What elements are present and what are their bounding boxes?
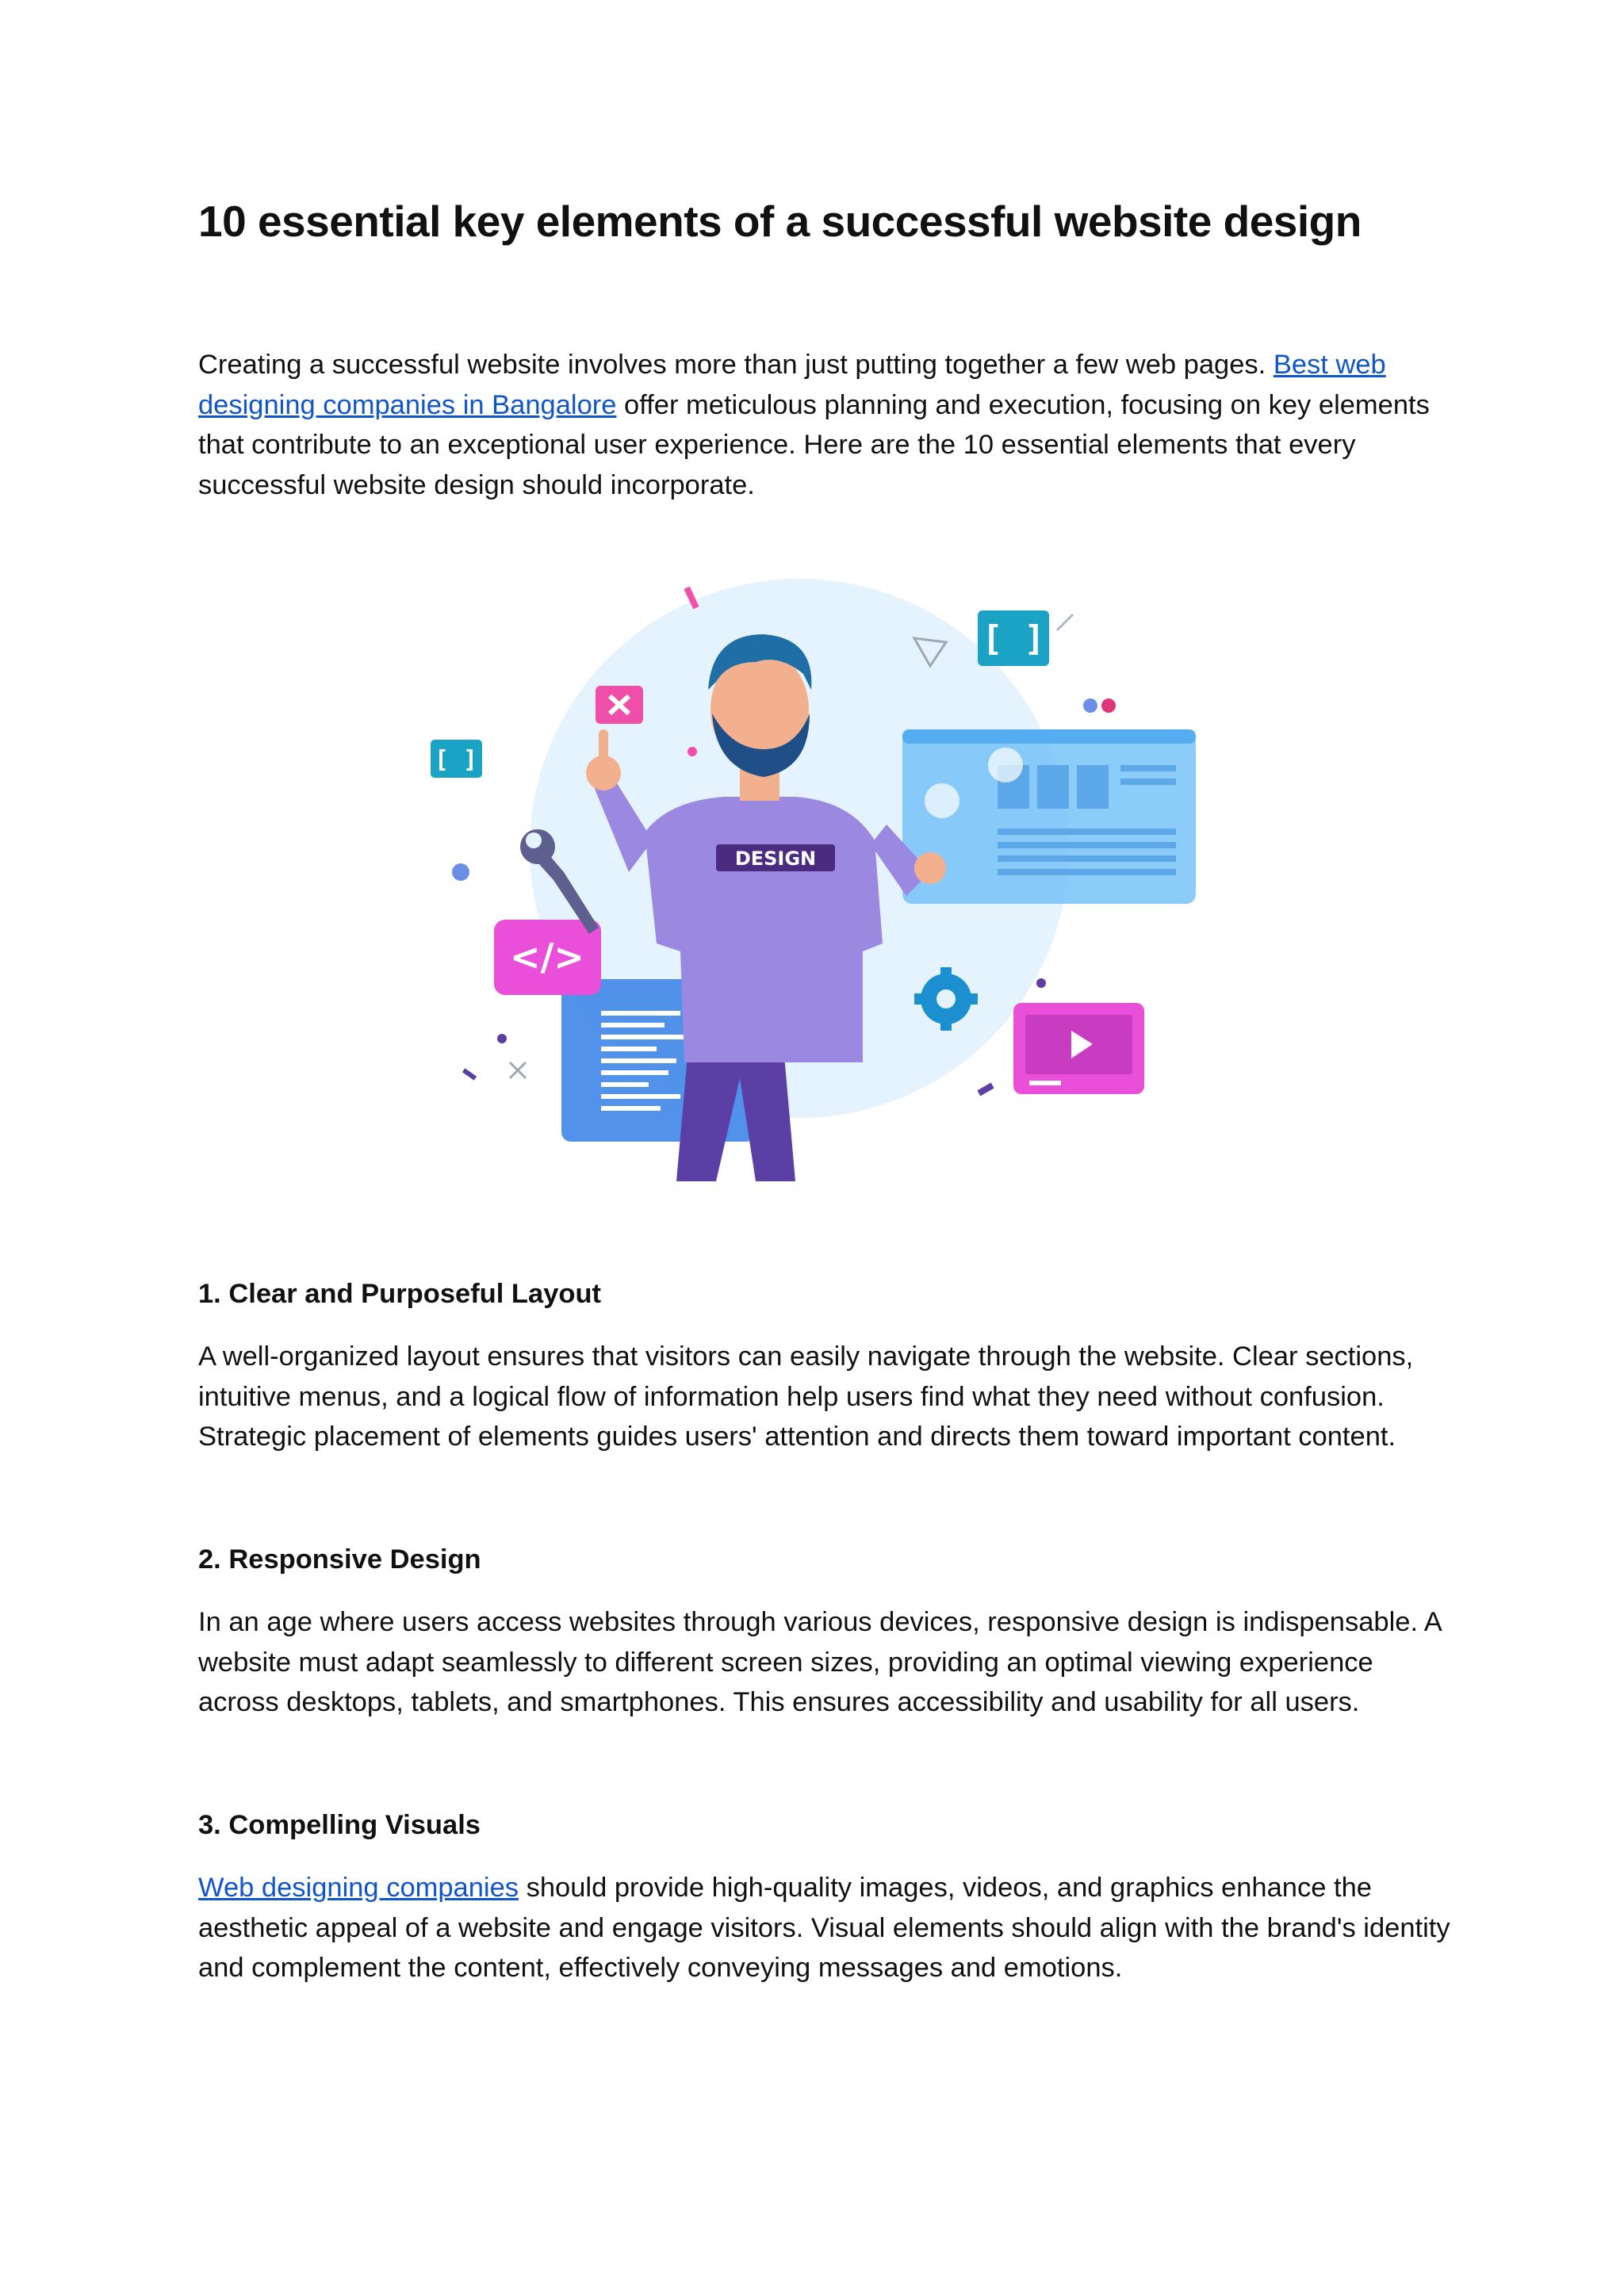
svg-text:[ ]: [ ]: [434, 746, 478, 774]
web-designing-companies-link[interactable]: Web designing companies: [198, 1873, 519, 1903]
decoration-dot: [1036, 978, 1046, 988]
decoration-dash: [977, 1083, 994, 1096]
intro-text-after-link: offer meticulous planning and execution, focusing on key elements that contribute to an exceptional user experience. Here are the 10 essential elements that every successful website design should incorporate.: [198, 389, 1430, 500]
intro-paragraph: [198, 345, 1451, 505]
code-icon: [494, 920, 601, 995]
design-badge-text: DESIGN: [734, 848, 817, 870]
hero-illustration: [423, 571, 1208, 1189]
browser-window-icon: [902, 729, 1196, 904]
section-3-body: [198, 1868, 1451, 1988]
section-2-body: In an age where users access websites through various devices, responsive design is indispensable. A website must adapt seamlessly to different screen sizes, providing an optimal viewing experience across desktops, tablets, and smartphones. This ensures accessibility and usability for all users.: [198, 1607, 1441, 1717]
page-title: 10 essential key elements of a successful website design: [198, 197, 1362, 246]
bangalore-companies-link[interactable]: Best web designing companies in Bangalore: [198, 350, 1386, 420]
section-3-heading: 3. Compelling Visuals: [198, 1810, 481, 1840]
decoration-dash: [462, 1068, 477, 1080]
decoration-dot: [452, 863, 469, 881]
play-icon: [1013, 1003, 1144, 1094]
decoration-line: [1057, 614, 1073, 630]
svg-text:</>: </>: [510, 936, 584, 978]
section-2-heading: 2. Responsive Design: [198, 1544, 481, 1575]
decoration-dot: [497, 1034, 507, 1043]
section-3-text-after-link: should provide high-quality images, videos, and graphics enhance the aesthetic appeal of a website and engage visitors. Visual elements should align with the brand's identity and complement the content, effectively conveying messages and emotions.: [198, 1873, 1450, 1983]
bracket-icon: [431, 740, 482, 778]
decoration-dot: [688, 747, 697, 756]
intro-text-before-link: Creating a successful website involves more than just putting together a few web pages.: [198, 350, 1274, 380]
close-icon: [596, 686, 643, 724]
section-1-heading: 1. Clear and Purposeful Layout: [198, 1279, 602, 1309]
svg-text:[ ]: [ ]: [982, 618, 1045, 659]
decoration-dot: [1083, 698, 1097, 713]
decoration-dot: [1101, 698, 1116, 713]
section-1-body: A well-organized layout ensures that visitors can easily navigate through the website. Clear sections, intuitive menus, and a logical flow of information help users find what they need without confusion. Strategic placement of elements guides users' attention and directs them toward important content.: [198, 1341, 1414, 1452]
bracket-icon-top: [978, 610, 1049, 666]
